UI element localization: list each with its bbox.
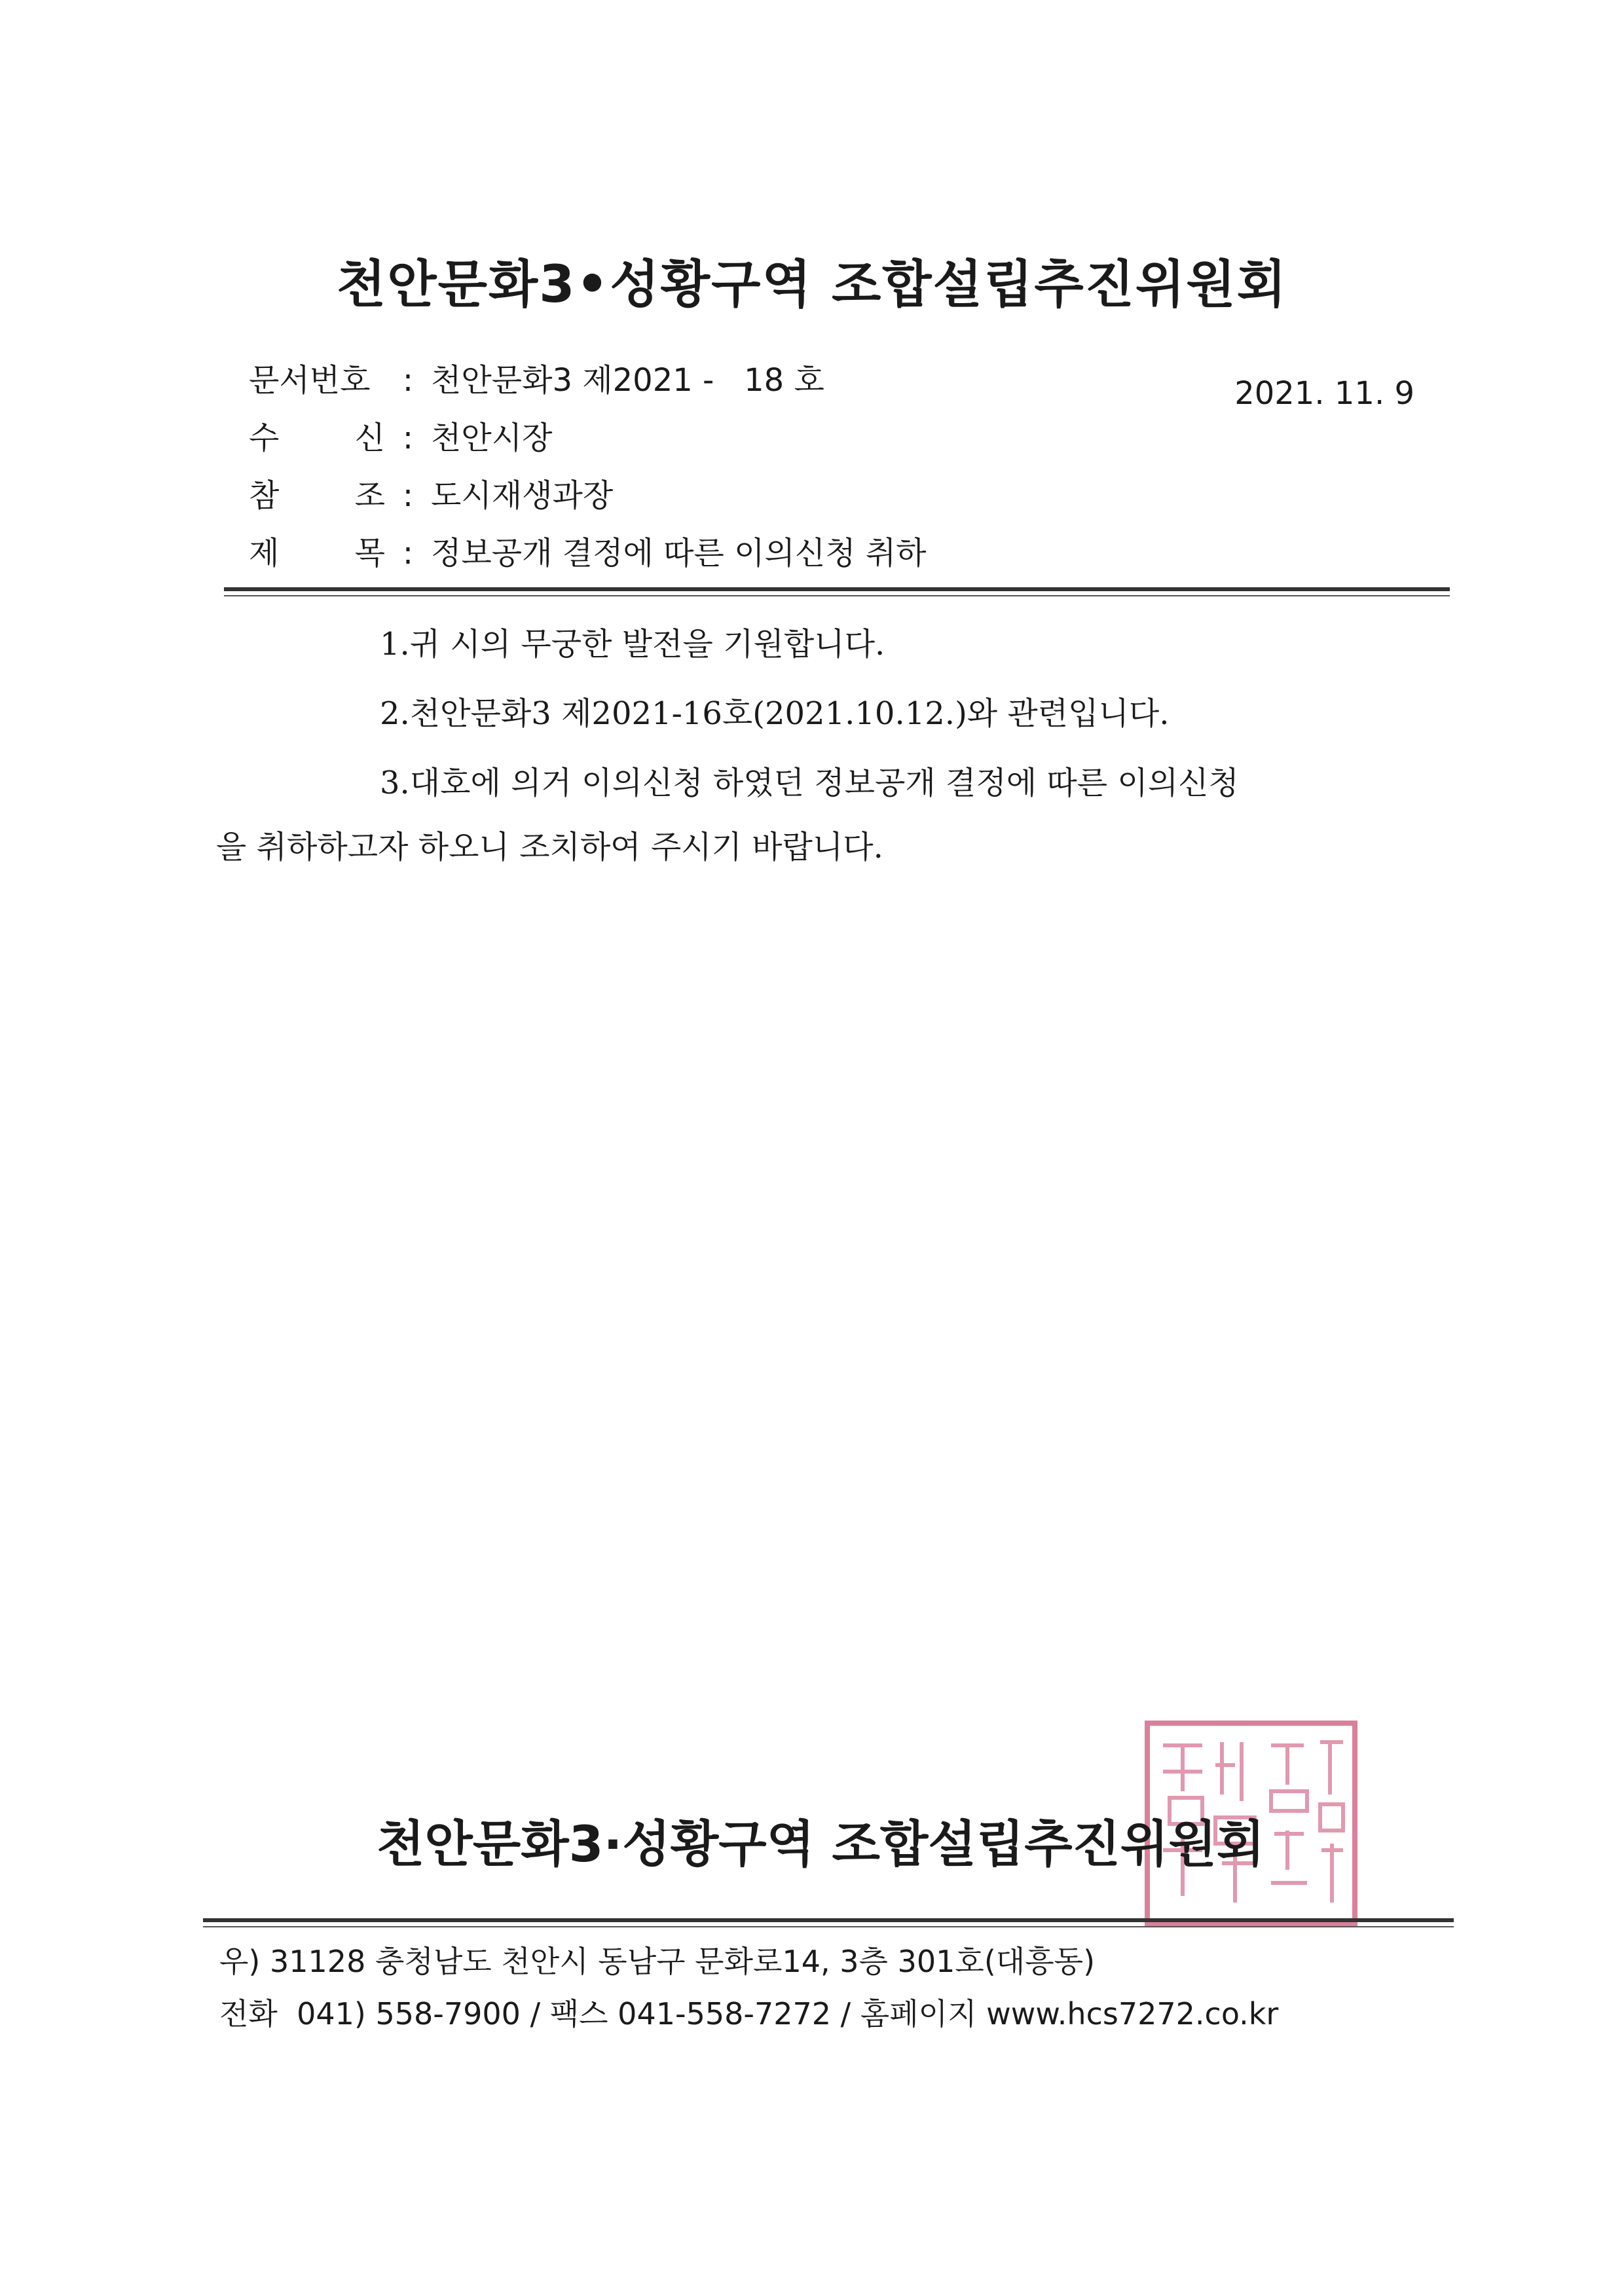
colon: : [402,477,414,514]
footer-divider [203,1918,1454,1922]
colon: : [402,420,414,456]
reference-label: 참 조 [249,477,385,514]
body-paragraph-3: 3.대호에 의거 이의신청 하였던 정보공개 결정에 따른 이의신청 [380,765,1239,801]
body-paragraph-3-cont: 을 취하하고자 하오니 조치하여 주시기 바랍니다. [216,829,883,866]
doc-number-value: 천안문화3 제2021 - 18 호 [431,362,824,399]
recipient-value: 천안시장 [431,420,553,456]
doc-number-label: 문서번호 [249,362,371,399]
colon: : [402,362,414,399]
recipient-label: 수 신 [249,420,385,456]
footer-address: 우) 31128 충청남도 천안시 동남구 문화로14, 3층 301호(대흥동) [219,1944,1096,1979]
subject-label: 제 목 [249,535,385,572]
header-divider [224,587,1450,591]
subject-value: 정보공개 결정에 따른 이의신청 취하 [431,535,927,572]
document-date: 2021. 11. 9 [1234,375,1414,412]
body-paragraph-1: 1.귀 시의 무궁한 발전을 기원합니다. [380,626,885,663]
doc-number-row [249,357,824,403]
footer-contact: 전화 041) 558-7900 / 팩스 041-558-7272 / 홈페이지 www.hcs7272.co.kr [219,1996,1279,2032]
colon: : [402,535,414,572]
body-paragraph-2: 2.천안문화3 제2021-16호(2021.10.12.)와 관련입니다. [380,695,1170,732]
subject-row [249,530,927,576]
footer-divider-thin [203,1926,1454,1927]
reference-value: 도시재생과장 [431,477,614,514]
recipient-row [249,415,552,461]
reference-row [249,473,613,519]
header-divider-thin [224,595,1450,596]
footer-organization-name: 천안문화3·성황구역 조합설립추진위원회 [377,1815,1265,1873]
organization-title: 천안문화3•성황구역 조합설립추진위원회 [336,255,1288,314]
